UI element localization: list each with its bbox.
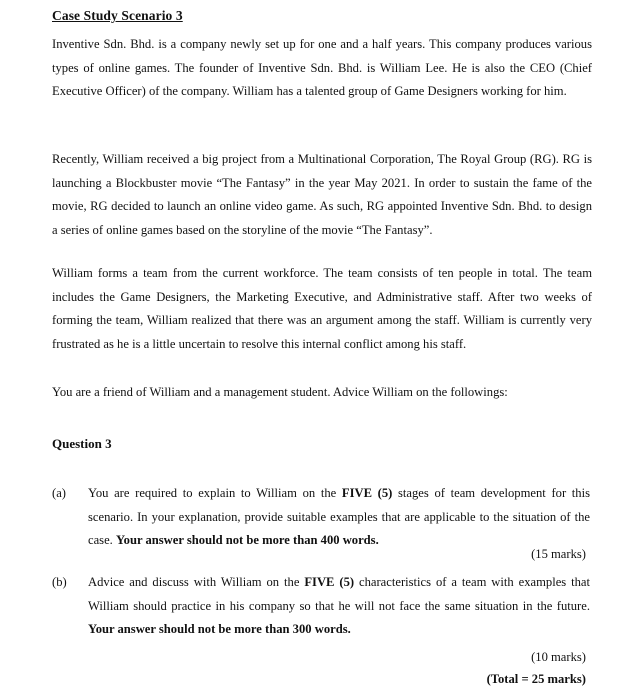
scenario-paragraph-2: Recently, William received a big project from a Multinational Corporation, The Royal Group (RG). RG is launching a Blockbuster movie “The Fantasy” in the year May 2021. In order to sustain the fame of the movie, RG decided to launch an online video game. As such, RG appointed Inventive Sdn. Bhd. to design a series of online games based on the storyline of the movie “The Fantasy”. xyxy=(52,152,592,237)
question-b-marks: (10 marks) xyxy=(531,650,586,664)
question-b-text: Advice and discuss with William on the FIVE (5) characteristics of a team with examples that William should practice in his company so that he will not face the same situation in the future. Your answer should not be more than 300 words. xyxy=(88,575,591,636)
scenario-paragraph-1: Inventive Sdn. Bhd. is a company newly set up for one and a half years. This company produces various types of online games. The founder of Inventive Sdn. Bhd. is William Lee. He is also the CEO (Chief Executive Officer) of the company. William has a talented group of Game Designers working for him. xyxy=(52,37,592,98)
scenario-paragraph-3: William forms a team from the current workforce. The team consists of ten people in total. The team includes the Game Designers, the Marketing Executive, and Administrative staff. After two weeks of forming the team, William realized that there was an argument among the staff. William is currently very frustrated as he is a little uncertain to resolve this internal conflict among his staff. xyxy=(52,266,592,351)
case-study-title: Case Study Scenario 3 xyxy=(52,8,183,23)
total-marks: (Total = 25 marks) xyxy=(486,672,586,686)
scenario-paragraph-4: You are a friend of William and a management student. Advice William on the followings: xyxy=(52,385,508,399)
question-heading: Question 3 xyxy=(52,436,112,451)
question-b-label: (b) xyxy=(52,575,67,589)
question-a-label: (a) xyxy=(52,486,66,500)
question-a-marks: (15 marks) xyxy=(531,547,586,561)
question-a-text: You are required to explain to William on the FIVE (5) stages of team development for this scenario. In your explanation, provide suitable examples that are applicable to the situation of the case. Your answer should not be more than 400 words. xyxy=(88,486,590,547)
